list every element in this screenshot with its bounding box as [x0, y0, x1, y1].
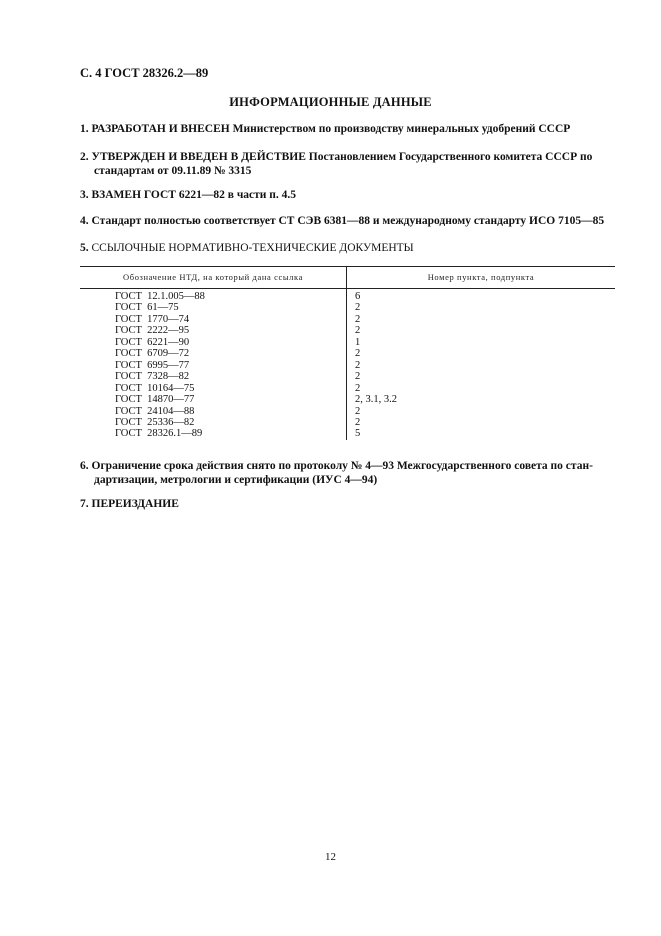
column-header-clause: Номер пункта, подпункта	[427, 272, 535, 282]
page-header: С. 4 ГОСТ 28326.2—89	[80, 66, 209, 80]
table-cell-clause: 2	[355, 359, 361, 371]
table-cell-document: ГОСТ 7328—82	[115, 371, 190, 383]
table-cell-document: ГОСТ 28326.1—89	[115, 428, 203, 440]
info-item-5	[80, 241, 620, 255]
item-number: 2.	[80, 151, 89, 163]
table-cell-clause: 2	[355, 416, 361, 428]
table-cell-document: ГОСТ 6709—72	[115, 348, 190, 360]
info-item-1	[80, 122, 620, 136]
info-item-7	[80, 497, 620, 511]
table-cell-document: ГОСТ 12.1.005—88	[115, 291, 205, 302]
table-cell-clause: 2	[355, 348, 361, 360]
table-cell-clause: 1	[355, 336, 361, 348]
item-lead: ВЗАМЕН	[91, 189, 142, 201]
item-text: Министерством по производству минеральных удобрений СССР	[232, 123, 571, 135]
table-cell-clause: 2	[355, 382, 361, 394]
table-cell-document: ГОСТ 25336—82	[115, 416, 195, 428]
clause-column	[347, 289, 615, 440]
item-text: Стандарт полностью соответствует СТ СЭВ 6381—88 и международному стандарту ИСО 7105—85	[91, 215, 605, 227]
table-cell-clause: 6	[355, 291, 361, 302]
table-cell-clause: 2	[355, 371, 361, 383]
table-cell-document: ГОСТ 6995—77	[115, 359, 190, 371]
info-item-4	[80, 214, 625, 228]
table-cell-document: ГОСТ 1770—74	[115, 313, 190, 325]
item-text: Постановлением Государственного комитета СССР по	[308, 151, 593, 163]
info-item-2	[80, 150, 620, 178]
item-number: 6.	[80, 460, 89, 472]
item-text: ГОСТ 6221—82 в части п. 4.5	[143, 189, 297, 201]
item-text-continued: дартизации, метрологии и сертификации (ИУС 4—94)	[94, 474, 378, 486]
table-cell-document: ГОСТ 61—75	[115, 302, 179, 314]
item-text-continued: стандартам от 09.11.89 № 3315	[94, 165, 252, 177]
document-column	[80, 289, 347, 440]
table-header	[80, 266, 615, 289]
table-cell-clause: 2	[355, 325, 361, 337]
item-lead: РАЗРАБОТАН И ВНЕСЕН	[91, 123, 230, 135]
item-lead: УТВЕРЖДЕН И ВВЕДЕН В ДЕЙСТВИЕ	[91, 151, 306, 163]
section-title: ИНФОРМАЦИОННЫЕ ДАННЫЕ	[229, 95, 432, 109]
item-number: 1.	[80, 123, 89, 135]
item-text: Ограничение срока действия снято по протоколу № 4—93 Межгосударственного совета по стан-	[91, 460, 593, 472]
table-cell-clause: 2	[355, 405, 361, 417]
table-cell-document: ГОСТ 2222—95	[115, 325, 190, 337]
item-number: 3.	[80, 189, 89, 201]
item-lead: ССЫЛОЧНЫЕ НОРМАТИВНО-ТЕХНИЧЕСКИЕ ДОКУМЕНТЫ	[91, 242, 414, 254]
page-number: 12	[325, 851, 336, 863]
table-cell-clause: 2	[355, 302, 361, 314]
table-cell-document: ГОСТ 6221—90	[115, 336, 190, 348]
column-header-document: Обозначение НТД, на который дана ссылка	[80, 267, 347, 288]
item-number: 4.	[80, 215, 89, 227]
table-cell-clause: 2, 3.1, 3.2	[355, 394, 397, 406]
item-number: 5.	[80, 242, 89, 254]
table-cell-document: ГОСТ 10164—75	[115, 382, 195, 394]
info-item-3	[80, 188, 620, 202]
item-number: 7.	[80, 498, 89, 510]
reference-documents-table	[80, 266, 615, 440]
table-cell-document: ГОСТ 14870—77	[115, 394, 195, 406]
table-cell-document: ГОСТ 24104—88	[115, 405, 195, 417]
table-body	[80, 289, 615, 440]
table-cell-clause: 2	[355, 313, 361, 325]
table-cell-clause: 5	[355, 428, 361, 440]
item-lead: ПЕРЕИЗДАНИЕ	[91, 498, 179, 510]
info-item-6	[80, 459, 620, 487]
